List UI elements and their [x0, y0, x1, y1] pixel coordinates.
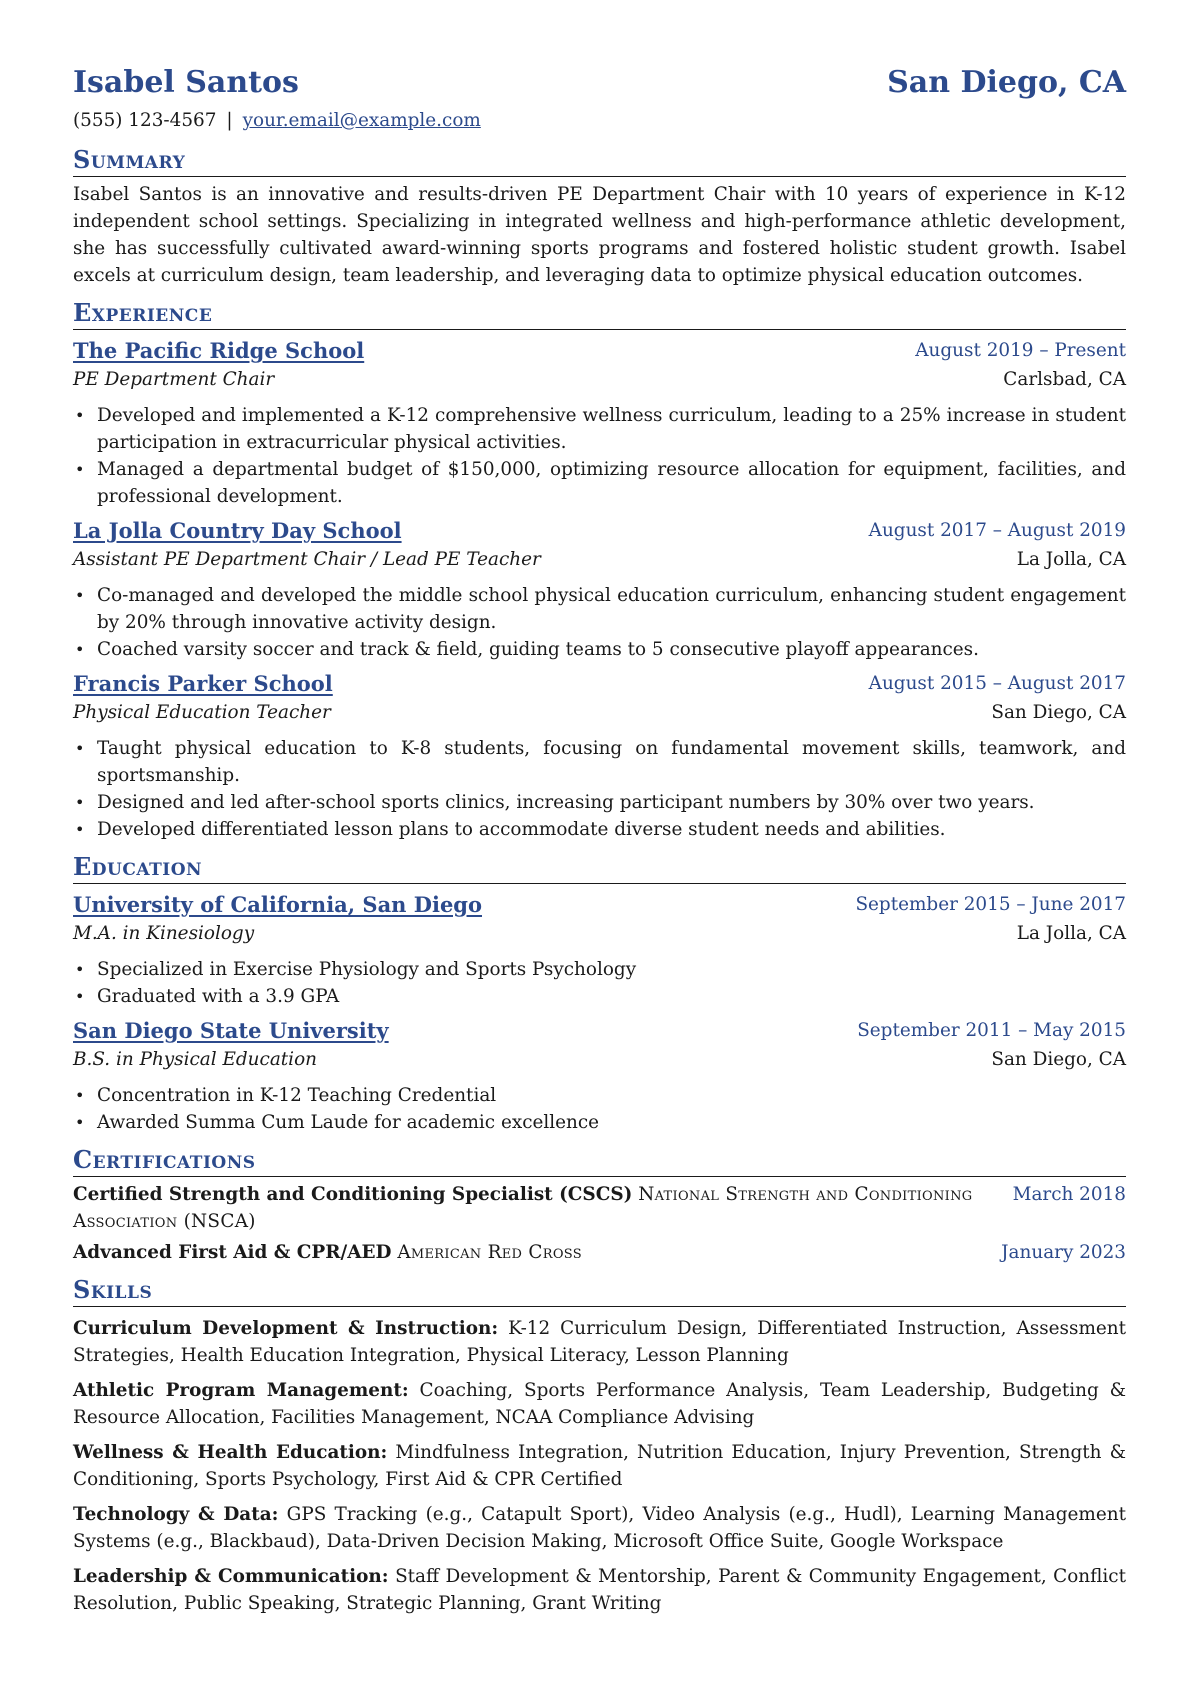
summary-text: Isabel Santos is an innovative and results-driven PE Department Chair with 10 years of experience in K-12 independent school settings. Specializing in integrated wellness and high-performance athletic development, she has successfully cultivated award-winning sports programs and fostered holistic student growth. Isabel excels at curriculum design, team leadership, and leveraging data to optimize physical education outcomes.	[73, 184, 1126, 286]
contact-separator: |	[226, 110, 233, 131]
education-section	[73, 847, 1126, 1136]
skill-group	[73, 1563, 1126, 1617]
bullet-list	[73, 735, 1126, 843]
bullet-item: • Co-managed and developed the middle school physical education curriculum, enhancing student engagement by 20% through innovative activity design.	[97, 582, 1126, 636]
certifications-section	[73, 1140, 1126, 1266]
employer-link[interactable]: The Pacific Ridge School	[73, 338, 365, 363]
skill-group	[73, 1501, 1126, 1555]
bullet-item: • Designed and led after-school sports clinics, increasing participant numbers by 30% over two years.	[97, 789, 1126, 816]
skills-section	[73, 1270, 1126, 1617]
skill-group	[73, 1439, 1126, 1493]
entry-dates: September 2011 – May 2015	[857, 1020, 1126, 1041]
education-entry	[73, 890, 1126, 1010]
certification-issuer: American Red Cross	[397, 1242, 582, 1263]
certification-item	[73, 1181, 1126, 1235]
contact-line	[73, 106, 1126, 136]
school-link[interactable]: San Diego State University	[73, 1018, 389, 1043]
bullet-item: • Developed and implemented a K-12 comprehensive wellness curriculum, leading to a 25% increase in student participation in extracurricular physical activities.	[97, 402, 1126, 456]
phone-number: (555) 123-4567	[73, 110, 217, 131]
skill-category: Leadership & Communication:	[73, 1566, 389, 1587]
entry-location: San Diego, CA	[991, 702, 1126, 723]
entry-role: Assistant PE Department Chair / Lead PE Teacher	[73, 549, 541, 570]
entry-dates: August 2019 – Present	[915, 340, 1126, 361]
skill-group	[73, 1377, 1126, 1431]
skill-category: Wellness & Health Education:	[73, 1442, 388, 1463]
skill-category: Athletic Program Management:	[73, 1380, 409, 1401]
entry-location: San Diego, CA	[991, 1049, 1126, 1070]
experience-entry	[73, 669, 1126, 843]
certification-date: January 2023	[1001, 1242, 1126, 1263]
skill-list: Staff Development & Mentorship, Parent & Community Engagement, Conflict Resolution, Public Speaking, Strategic Planning, Grant Writing	[73, 1566, 1126, 1614]
bullet-item: • Taught physical education to K-8 students, focusing on fundamental movement skills, teamwork, and sportsmanship.	[97, 735, 1126, 789]
entry-role: Physical Education Teacher	[73, 702, 331, 723]
summary-section	[73, 140, 1126, 289]
employer-link[interactable]: La Jolla Country Day School	[73, 518, 402, 543]
email-link[interactable]: your.email@example.com	[242, 110, 481, 131]
skill-category: Curriculum Development & Instruction:	[73, 1318, 499, 1339]
skill-list: Mindfulness Integration, Nutrition Education, Injury Prevention, Strength & Conditioning, Sports Psychology, First Aid & CPR Certified	[73, 1442, 1126, 1490]
skills-heading: Skills	[73, 1270, 1126, 1307]
experience-entry	[73, 336, 1126, 510]
certification-item	[73, 1239, 1126, 1266]
entry-dates: September 2015 – June 2017	[855, 894, 1126, 915]
bullet-list	[73, 1082, 1126, 1136]
bullet-list	[73, 582, 1126, 663]
resume-page	[73, 60, 1126, 1617]
education-entry	[73, 1016, 1126, 1136]
bullet-list	[73, 956, 1126, 1010]
employer-link[interactable]: Francis Parker School	[73, 671, 333, 696]
skill-category: Technology & Data:	[73, 1504, 279, 1525]
certification-name: Certified Strength and Conditioning Specialist (CSCS)	[73, 1184, 633, 1205]
entry-dates: August 2017 – August 2019	[868, 520, 1126, 541]
skill-list: GPS Tracking (e.g., Catapult Sport), Video Analysis (e.g., Hudl), Learning Management Systems (e.g., Blackbaud), Data-Driven Decision Making, Microsoft Office Suite, Google Workspace	[73, 1504, 1126, 1552]
degree: M.A. in Kinesiology	[73, 923, 255, 944]
entry-dates: August 2015 – August 2017	[868, 673, 1126, 694]
entry-location: La Jolla, CA	[1016, 923, 1126, 944]
certification-issuer: National Strength and Conditioning Association (NSCA)	[73, 1184, 973, 1232]
entry-location: Carlsbad, CA	[1003, 369, 1126, 390]
resume-header	[73, 60, 1126, 106]
bullet-item: • Concentration in K-12 Teaching Credential	[97, 1082, 1126, 1109]
school-link[interactable]: University of California, San Diego	[73, 892, 482, 917]
entry-location: La Jolla, CA	[1016, 549, 1126, 570]
skill-list: Coaching, Sports Performance Analysis, Team Leadership, Budgeting & Resource Allocation, Facilities Management, NCAA Compliance Advising	[73, 1380, 1126, 1428]
experience-entry	[73, 516, 1126, 663]
certification-name: Advanced First Aid & CPR/AED	[73, 1242, 392, 1263]
bullet-item: • Awarded Summa Cum Laude for academic excellence	[97, 1109, 1126, 1136]
certification-date: March 2018	[1012, 1184, 1126, 1205]
bullet-item: • Coached varsity soccer and track & field, guiding teams to 5 consecutive playoff appearances.	[97, 636, 1126, 663]
candidate-name: Isabel Santos	[73, 65, 299, 100]
summary-heading: Summary	[73, 140, 1126, 177]
bullet-item: • Specialized in Exercise Physiology and Sports Psychology	[97, 956, 1126, 983]
skill-list: K-12 Curriculum Design, Differentiated Instruction, Assessment Strategies, Health Education Integration, Physical Literacy, Lesson Planning	[73, 1318, 1126, 1366]
bullet-item: • Managed a departmental budget of $150,000, optimizing resource allocation for equipment, facilities, and professional development.	[97, 456, 1126, 510]
bullet-list	[73, 402, 1126, 510]
experience-heading: Experience	[73, 293, 1126, 330]
certifications-heading: Certifications	[73, 1140, 1126, 1177]
entry-role: PE Department Chair	[73, 369, 275, 390]
education-heading: Education	[73, 847, 1126, 884]
bullet-item: • Developed differentiated lesson plans to accommodate diverse student needs and abilities.	[97, 816, 1126, 843]
skill-group	[73, 1315, 1126, 1369]
experience-section	[73, 293, 1126, 843]
bullet-item: • Graduated with a 3.9 GPA	[97, 983, 1126, 1010]
degree: B.S. in Physical Education	[73, 1049, 317, 1070]
candidate-location: San Diego, CA	[887, 65, 1126, 100]
